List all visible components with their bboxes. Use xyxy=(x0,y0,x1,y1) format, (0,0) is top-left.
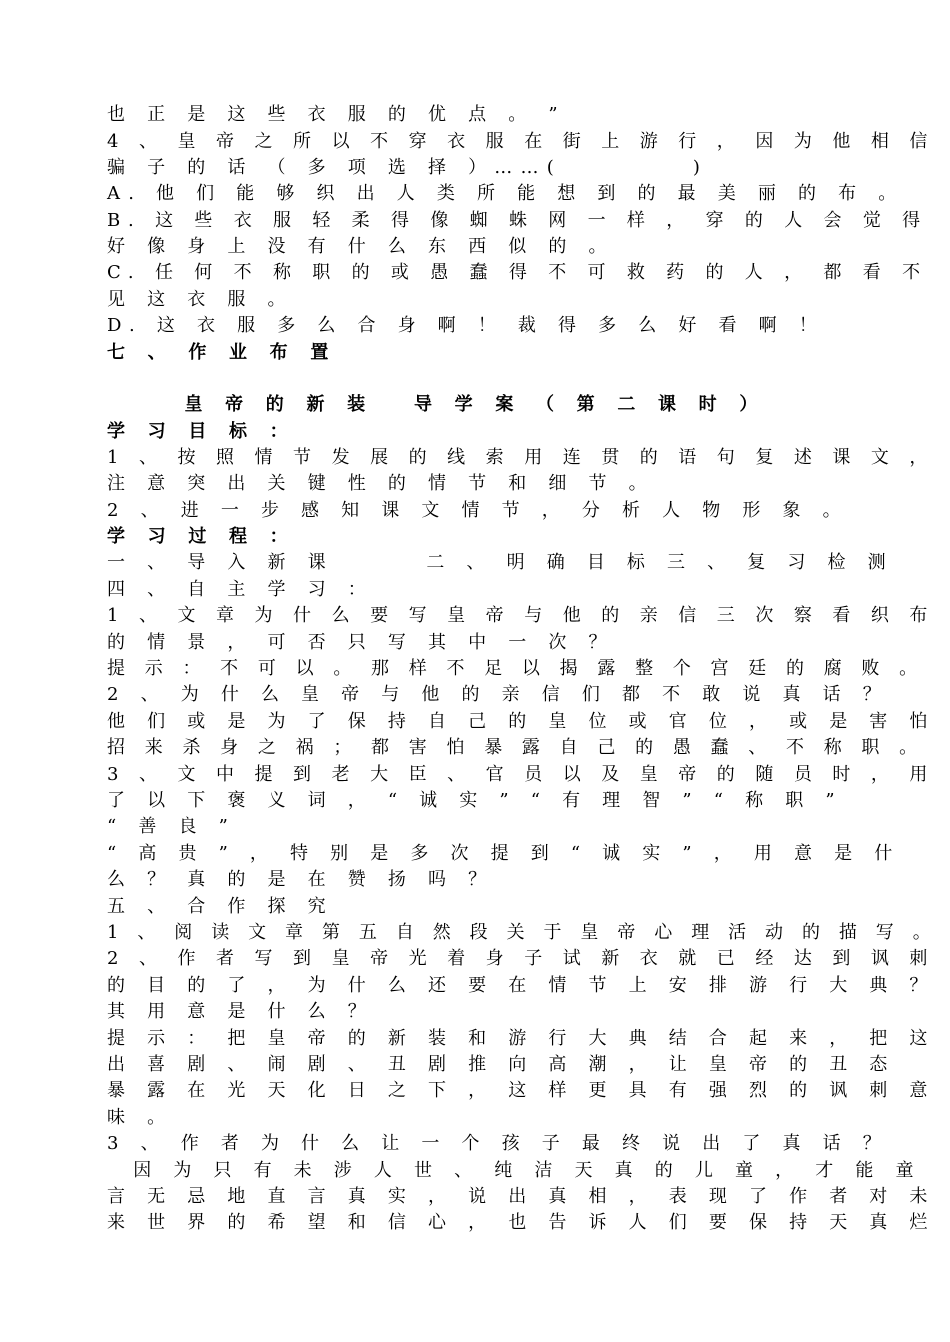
section-heading: 学 习 过 程 ： xyxy=(107,526,296,547)
text-line: 注 意 突 出 关 键 性 的 情 节 和 细 节 。 xyxy=(107,473,655,494)
text-line: 的 目 的 了 ， 为 什 么 还 要 在 情 节 上 安 排 游 行 大 典 ？ xyxy=(107,975,936,996)
text-line: 也 正 是 这 些 衣 服 的 优 点 。 ” xyxy=(107,104,566,125)
option-d: D. 这 衣 服 多 么 合 身 啊 ！ 裁 得 多 么 好 看 啊 ！ xyxy=(107,315,825,336)
question-4: 4 、 皇 帝 之 所 以 不 穿 衣 服 在 街 上 游 行 ， 因 为 他 相 信 xyxy=(107,131,935,152)
option-b: B. 这 些 衣 服 轻 柔 得 像 蜘 蛛 网 一 样 ， 穿 的 人 会 觉 得 xyxy=(107,210,928,231)
option-a: A. 他 们 能 够 织 出 人 类 所 能 想 到 的 最 美 丽 的 布 。 xyxy=(107,183,905,204)
text-line: 招 来 杀 身 之 祸 ； 都 害 怕 暴 露 自 己 的 愚 蠢 、 不 称 职 。 xyxy=(107,737,925,758)
text-line: “ 善 良 ” xyxy=(107,816,236,837)
text-line: 来 世 界 的 希 望 和 信 心 ， 也 告 诉 人 们 要 保 持 天 真 烂 xyxy=(107,1212,936,1233)
text-line: 见 这 衣 服 。 xyxy=(107,289,294,310)
text-line: 2 、 为 什 么 皇 帝 与 他 的 亲 信 们 都 不 敢 说 真 话 ？ xyxy=(107,684,889,705)
page-title: 皇 帝 的 新 装 导 学 案 （ 第 二 课 时 ） xyxy=(184,394,766,415)
text-line: 因 为 只 有 未 涉 人 世 、 纯 洁 天 真 的 儿 童 ， 才 能 童 xyxy=(107,1160,922,1181)
text-line: 了 以 下 褒 义 词 ， “ 诚 实 ” “ 有 理 智 ” “ 称 职 ” xyxy=(107,790,843,811)
section-heading: 学 习 目 标 ： xyxy=(107,421,296,442)
text-line: 好 像 身 上 没 有 什 么 东 西 似 的 。 xyxy=(107,236,615,257)
text-line: 3 、 文 中 提 到 老 大 臣 、 官 员 以 及 皇 帝 的 随 员 时 ， 用 xyxy=(107,764,935,785)
text-line: 1 、 按 照 情 节 发 展 的 线 索 用 连 贯 的 语 句 复 述 课 文 ， xyxy=(107,447,935,468)
text-line: 1 、 阅 读 文 章 第 五 自 然 段 关 于 皇 帝 心 理 活 动 的 描 写 。 xyxy=(107,922,938,943)
text-line: 提 示 ： 不 可 以 。 那 样 不 足 以 揭 露 整 个 宫 廷 的 腐 败 。 xyxy=(107,658,925,679)
option-c: C. 任 何 不 称 职 的 或 愚 蠢 得 不 可 救 药 的 人 ， 都 看 不 xyxy=(107,262,928,283)
text-line: 暴 露 在 光 天 化 日 之 下 ， 这 样 更 具 有 强 烈 的 讽 刺 意 xyxy=(107,1080,936,1101)
text-line: “ 高 贵 ” ， 特 别 是 多 次 提 到 “ 诚 实 ” ， 用 意 是 什 xyxy=(107,843,901,864)
text-line: 2 、 作 者 写 到 皇 帝 光 着 身 子 试 新 衣 就 已 经 达 到 讽 刺 xyxy=(107,948,935,969)
section-heading: 七 、 作 业 布 置 xyxy=(107,342,337,363)
text-line: 言 无 忌 地 直 言 真 实 ， 说 出 真 相 ， 表 现 了 作 者 对 未 xyxy=(107,1186,936,1207)
text-line: 3 、 作 者 为 什 么 让 一 个 孩 子 最 终 说 出 了 真 话 ？ xyxy=(107,1133,889,1154)
text-line: 骗 子 的 话 （ 多 项 选 择 ）……( ) xyxy=(107,157,709,178)
text-line: 四 、 自 主 学 习 ： xyxy=(107,579,374,600)
text-line: 么 ？ 真 的 是 在 赞 扬 吗 ？ xyxy=(107,869,495,890)
text-line: 五 、 合 作 探 究 xyxy=(107,896,334,917)
text-line: 味 。 xyxy=(107,1107,174,1128)
text-line: 提 示 ： 把 皇 帝 的 新 装 和 游 行 大 典 结 合 起 来 ， 把 这 xyxy=(107,1028,936,1049)
text-line: 1 、 文 章 为 什 么 要 写 皇 帝 与 他 的 亲 信 三 次 察 看 织 布 xyxy=(107,605,935,626)
text-line: 的 情 景 ， 可 否 只 写 其 中 一 次 ？ xyxy=(107,632,615,653)
text-line: 出 喜 剧 、 闹 剧 、 丑 剧 推 向 高 潮 ， 让 皇 帝 的 丑 态 xyxy=(107,1054,896,1075)
text-line: 一 、 导 入 新 课 二 、 明 确 目 标 三 、 复 习 检 测 xyxy=(107,552,894,573)
text-line: 2 、 进 一 步 感 知 课 文 情 节 ， 分 析 人 物 形 象 。 xyxy=(107,500,849,521)
text-line: 他 们 或 是 为 了 保 持 自 己 的 皇 位 或 官 位 ， 或 是 害 怕 xyxy=(107,711,936,732)
text-line: 其 用 意 是 什 么 ？ xyxy=(107,1001,374,1022)
